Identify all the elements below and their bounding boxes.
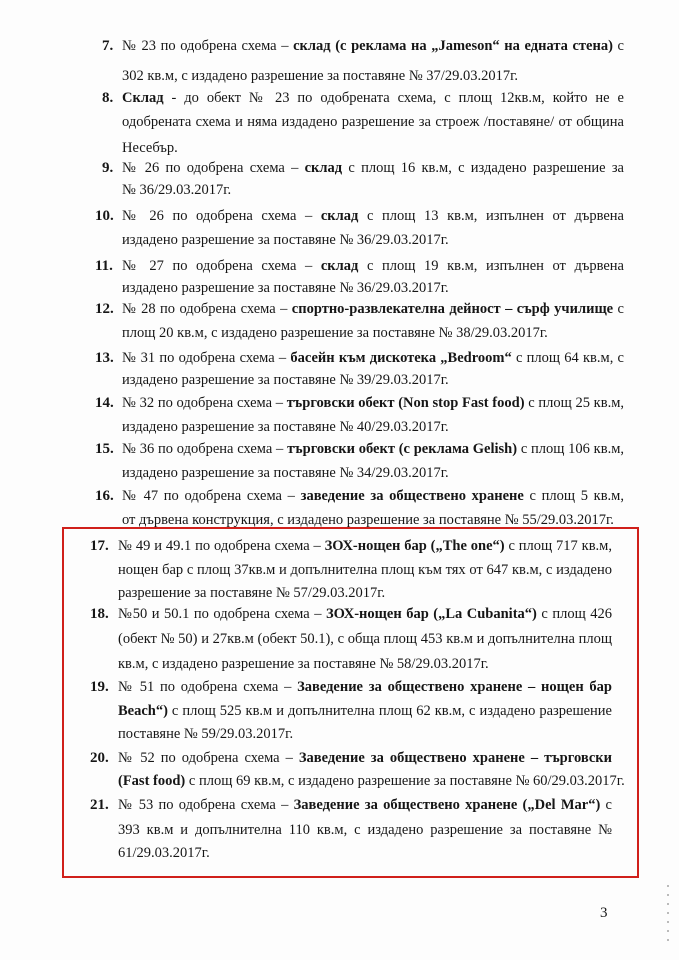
- text-run: № 28 по одобрена схема –: [122, 301, 292, 317]
- item-text-line: [122, 90, 624, 106]
- text-run: № 36/29.03.2017г.: [122, 182, 232, 198]
- item-text-line: [122, 280, 449, 296]
- text-run: 393 кв.м и допълнителна 110 кв.м, с издадено разрешение за поставяне №: [118, 822, 612, 838]
- text-run: 302 кв.м, с издадено разрешение за поставяне № 37/29.03.2017г.: [122, 68, 519, 84]
- red-highlight-box: [62, 527, 639, 878]
- bold-text: склад: [320, 208, 359, 224]
- item-number: 7.: [102, 38, 114, 54]
- text-run: № 36 по одобрена схема –: [122, 441, 288, 457]
- item-number: 20.: [90, 750, 109, 766]
- item-number: 12.: [95, 301, 114, 317]
- bold-text: заведение за обществено хранене: [300, 488, 524, 504]
- item-text-line: [122, 512, 614, 528]
- text-run: издадено разрешение за поставяне № 36/29.03.2017г.: [122, 232, 449, 248]
- bold-text: склад: [320, 258, 359, 274]
- item-text-line: [122, 350, 624, 366]
- bold-text: ЗОХ-нощен бар („The one“): [324, 538, 505, 554]
- text-run: кв.м, с издадено разрешение за поставяне № 58/29.03.2017г.: [118, 656, 489, 672]
- text-run: с площ 106 кв.м,: [520, 441, 624, 457]
- text-run: с площ 64 кв.м, с: [511, 350, 624, 366]
- text-run: № 23 по одобрена схема –: [122, 38, 294, 54]
- text-run: издадено разрешение за поставяне № 36/29.03.2017г.: [122, 280, 449, 296]
- item-number: 18.: [90, 606, 109, 622]
- text-run: нощен бар с площ 37кв.м и допълнителна площ към тях от 647 кв.м, с издадено: [118, 562, 612, 578]
- text-run: площ 20 кв.м, с издадено разрешение за поставяне № 38/29.03.2017г.: [122, 325, 548, 341]
- item-number: 14.: [95, 395, 114, 411]
- item-text-line: [122, 441, 624, 457]
- bold-text: Заведение за обществено хранене – търговски: [298, 750, 612, 766]
- item-text-line: [122, 301, 624, 317]
- item-number: 11.: [95, 258, 113, 274]
- item-number: 8.: [102, 90, 114, 106]
- item-text-line: [122, 465, 449, 481]
- item-text-line: [122, 208, 624, 224]
- bold-text: спортно-развлекателна дейност – сърф училище: [291, 301, 614, 317]
- bold-text: склад: [304, 160, 343, 176]
- text-run: с: [617, 38, 624, 54]
- text-run: издадено разрешение за поставяне № 34/29.03.2017г.: [122, 465, 449, 481]
- bold-text: търговски обект (с реклама Gelish): [287, 441, 518, 457]
- text-run: № 52 по одобрена схема –: [118, 750, 299, 766]
- text-run: разрешение за поставяне № 57/29.03.2017г.: [118, 585, 386, 601]
- text-run: поставяне № 59/29.03.2017г.: [118, 726, 294, 742]
- text-run: с площ 69 кв.м, с издадено разрешение за поставяне № 60/29.03.2017г.: [185, 773, 625, 789]
- text-run: №50 и 50.1 по одобрена схема –: [118, 606, 326, 622]
- text-run: от дървена конструкция, с издадено разрешение за поставяне № 55/29.03.2017г.: [122, 512, 614, 528]
- text-run: - до обект № 23 по одобрената схема, с площ 12кв.м, който не е: [171, 90, 624, 106]
- item-text-line: [122, 325, 548, 341]
- bold-text: ЗОХ-нощен бар („La Cubanita“): [325, 606, 537, 622]
- text-run: (обект № 50) и 27кв.м (обект 50.1), с обща площ 453 кв.м и допълнителна площ: [118, 631, 612, 647]
- text-run: № 31 по одобрена схема –: [122, 350, 291, 366]
- bold-text: Склад: [122, 90, 164, 106]
- text-run: с площ 525 кв.м и допълнителна площ 62 кв.м, с издадено разрешение: [171, 703, 612, 719]
- item-number: 13.: [95, 350, 114, 366]
- text-run: с площ 426: [541, 606, 612, 622]
- text-run: издадено разрешение за поставяне № 40/29.03.2017г.: [122, 419, 449, 435]
- item-text-line: [122, 140, 178, 156]
- text-run: с площ 25 кв.м,: [528, 395, 624, 411]
- item-text-line: [122, 419, 449, 435]
- bold-text: Заведение за обществено хранене („Del Mar“): [293, 797, 601, 813]
- bold-text: басейн към дискотека „Bedroom“: [290, 350, 512, 366]
- bold-text: Заведение за обществено хранене – нощен бар: [297, 679, 612, 695]
- item-number: 16.: [95, 488, 114, 504]
- text-run: с площ 717 кв.м,: [504, 538, 612, 554]
- text-run: с площ 19 кв.м, изпълнен от дървена: [366, 258, 624, 274]
- item-number: 21.: [90, 797, 109, 813]
- text-run: № 49 и 49.1 по одобрена схема –: [118, 538, 325, 554]
- text-run: с площ 13 кв.м, изпълнен от дървена: [366, 208, 624, 224]
- item-number: 15.: [95, 441, 114, 457]
- item-number: 9.: [102, 160, 114, 176]
- item-text-line: [122, 258, 624, 274]
- item-text-line: [122, 232, 449, 248]
- item-number: 19.: [90, 679, 109, 695]
- item-text-line: [122, 114, 624, 130]
- text-run: № 27 по одобрена схема –: [122, 258, 321, 274]
- text-run: с площ 16 кв.м, с издадено разрешение за: [348, 160, 624, 176]
- item-text-line: [122, 68, 518, 84]
- page-number: 3: [600, 905, 608, 921]
- text-run: с: [605, 797, 612, 813]
- text-run: № 51 по одобрена схема –: [118, 679, 298, 695]
- item-text-line: [122, 182, 231, 198]
- text-run: 61/29.03.2017г.: [118, 845, 210, 861]
- text-run: № 32 по одобрена схема –: [122, 395, 287, 411]
- text-run: с: [613, 301, 624, 317]
- text-run: одобрената схема и няма издадено разрешение за строеж /поставяне/ от община: [122, 114, 624, 130]
- item-text-line: [122, 372, 449, 388]
- item-number: 17.: [90, 538, 109, 554]
- text-run: № 26 по одобрена схема –: [122, 160, 305, 176]
- text-run: № 26 по одобрена схема –: [122, 208, 321, 224]
- item-text-line: [122, 160, 624, 176]
- bold-text: търговски обект (Non stop Fast food): [286, 395, 525, 411]
- item-text-line: [122, 38, 624, 54]
- bold-text: (Fast food): [118, 773, 186, 789]
- item-text-line: [122, 488, 624, 504]
- text-run: № 47 по одобрена схема –: [122, 488, 301, 504]
- text-run: издадено разрешение за поставяне № 39/29.03.2017г.: [122, 372, 449, 388]
- bold-text: склад (с реклама на „Jameson“ на едната стена): [293, 38, 613, 54]
- text-run: с площ 5 кв.м,: [529, 488, 624, 504]
- item-text-line: [122, 395, 624, 411]
- text-run: № 53 по одобрена схема –: [118, 797, 294, 813]
- item-number: 10.: [95, 208, 114, 224]
- text-run: Несебър.: [122, 140, 178, 156]
- scan-edge-marks: [667, 885, 669, 955]
- bold-text: Beach“): [118, 703, 168, 719]
